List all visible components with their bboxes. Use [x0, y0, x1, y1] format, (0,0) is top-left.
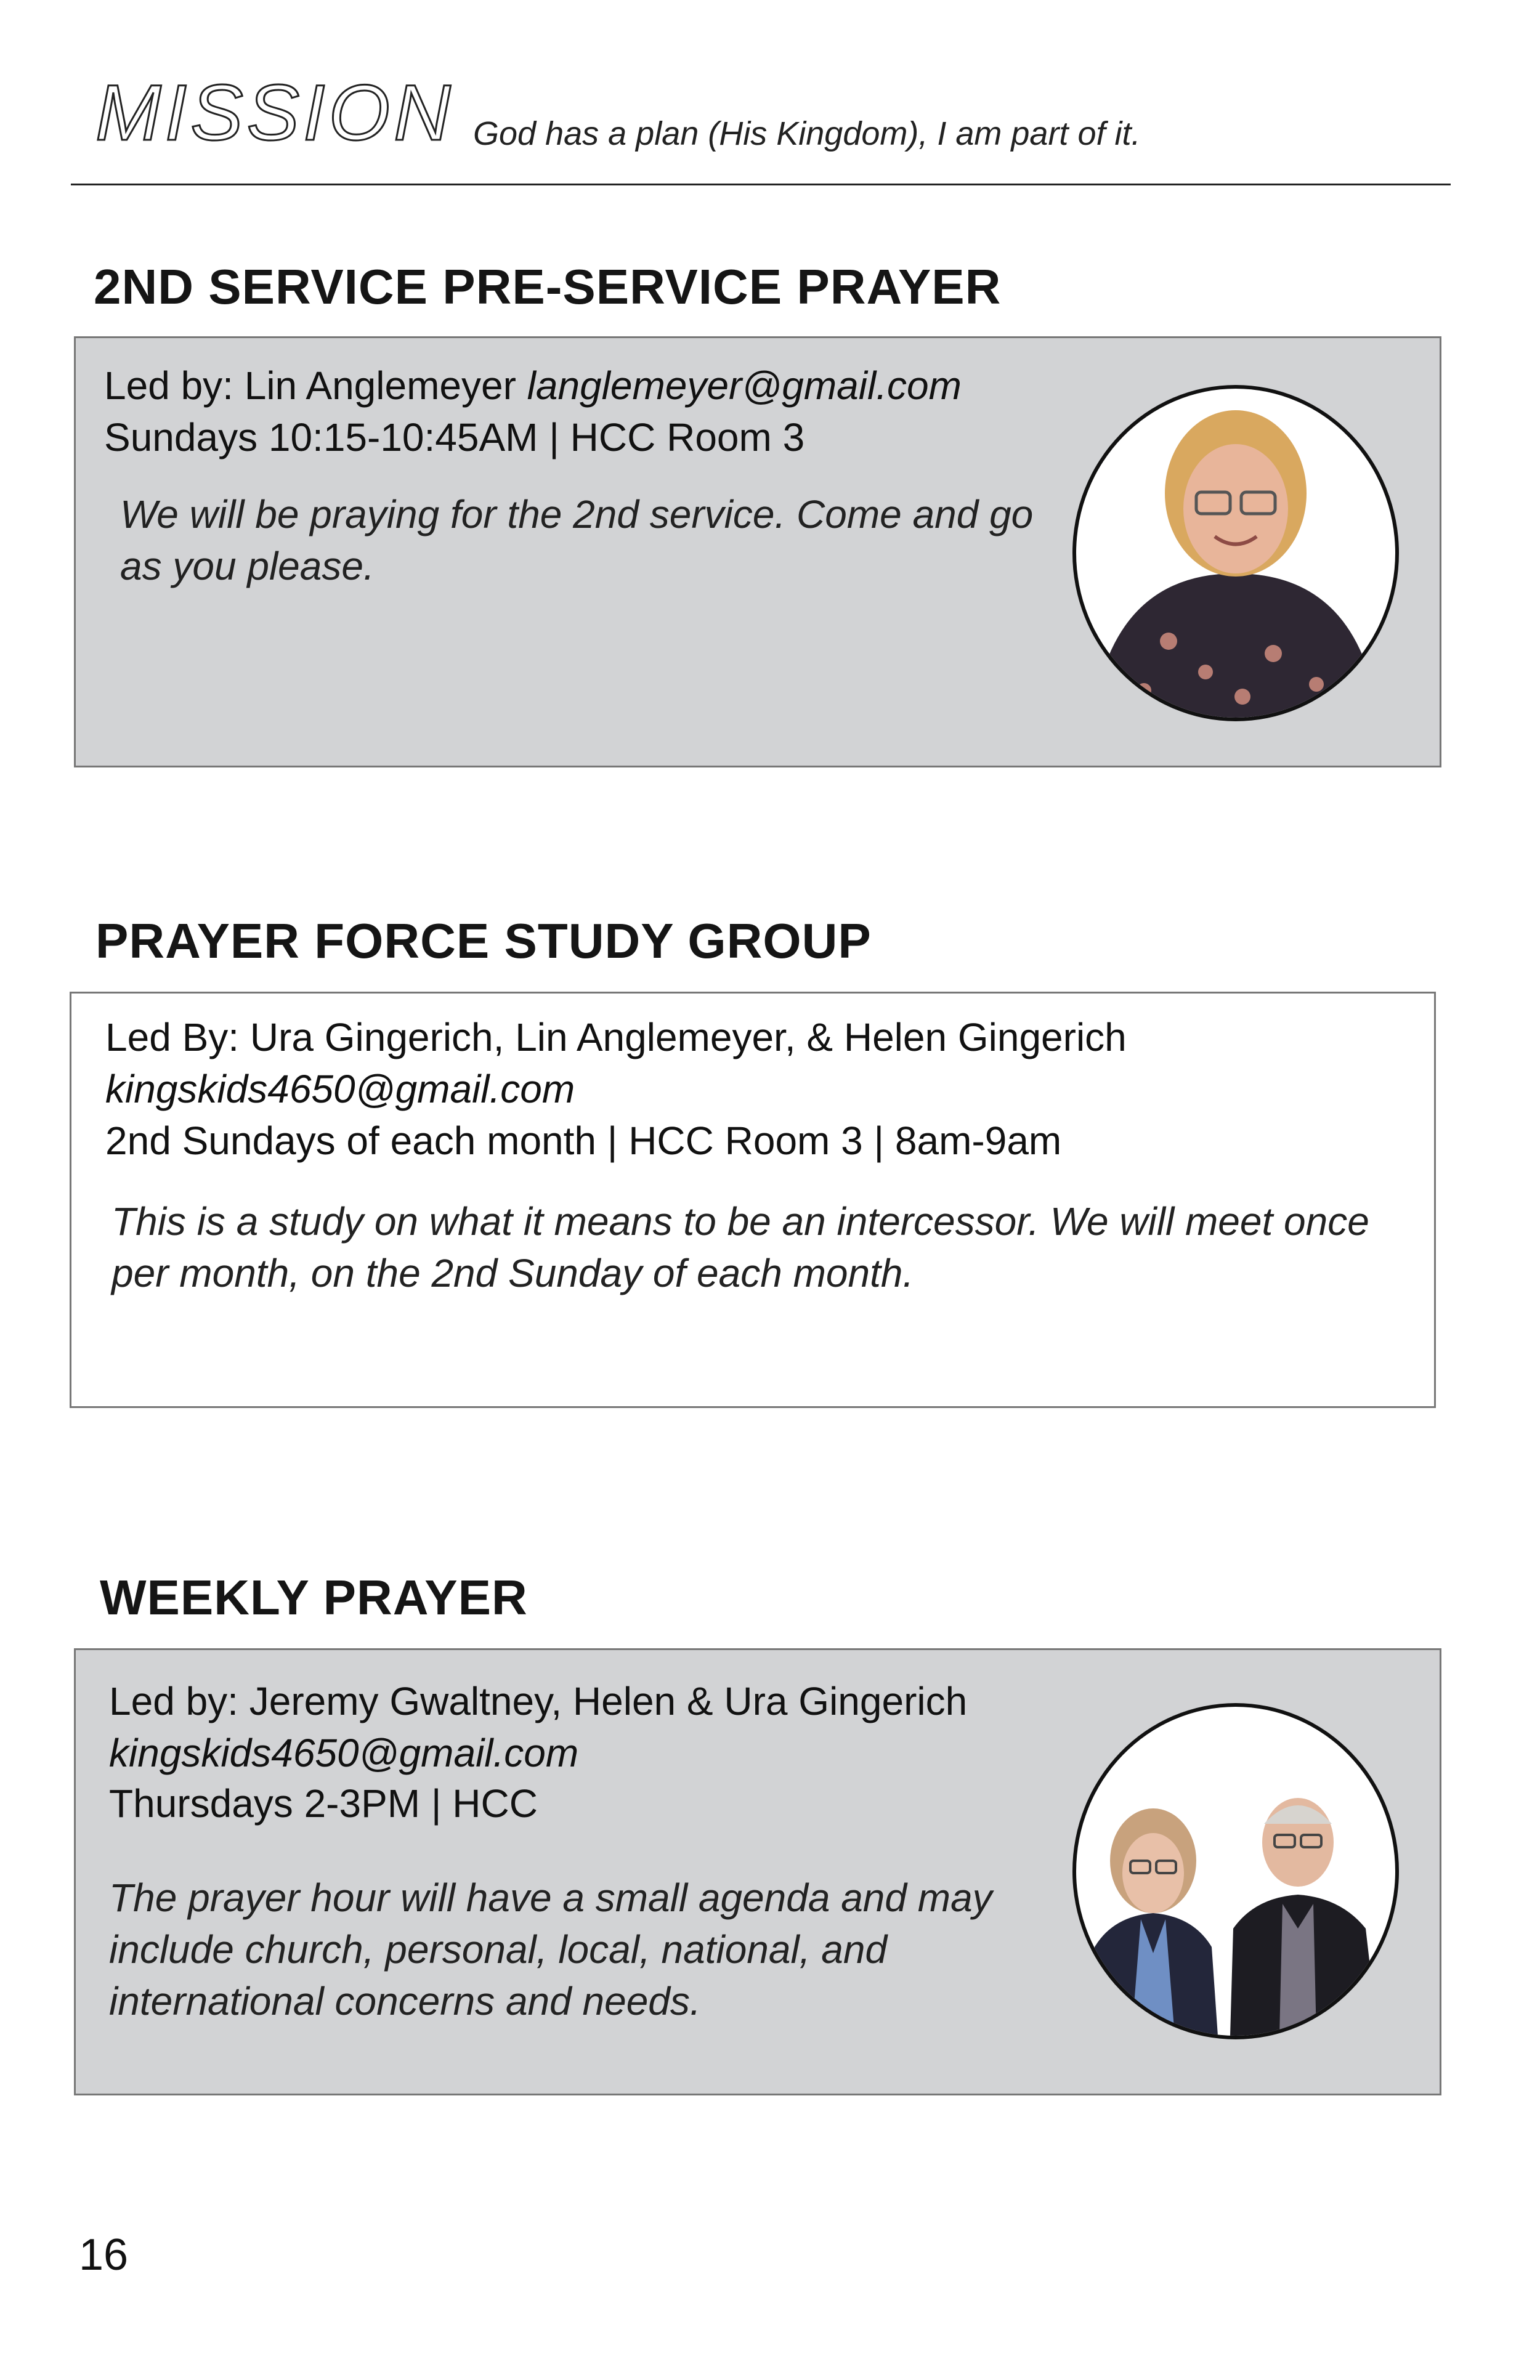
schedule-line: Thursdays 2-3PM | HCC [109, 1781, 538, 1826]
schedule-line: 2nd Sundays of each month | HCC Room 3 | 8am-9am [105, 1119, 1062, 1163]
section-description: We will be praying for the 2nd service. Come and go as you please. [120, 492, 1034, 588]
leader-email[interactable]: kingskids4650@gmail.com [105, 1067, 575, 1111]
leader-line: Led By: Ura Gingerich, Lin Anglemeyer, & Helen Gingerich [105, 1015, 1127, 1059]
leader-portrait [1076, 389, 1395, 718]
mission-subtitle: God has a plan (His Kingdom), I am part of it. [473, 115, 1141, 152]
page-number: 16 [79, 2230, 129, 2280]
leader-photo [1072, 385, 1399, 721]
section-title-prayer-force-study-group: PRAYER FORCE STUDY GROUP [95, 913, 872, 968]
prayer-force-study-group-card [70, 992, 1436, 1408]
mission-heading: MISSION [95, 69, 455, 157]
weekly-prayer-card [74, 1648, 1441, 2095]
section-description: The prayer hour will have a small agenda and may include church, personal, local, national, and international concerns and needs. [109, 1876, 992, 2023]
pre-service-prayer-card [74, 336, 1441, 767]
leader-email[interactable]: langlemeyer@gmail.com [527, 363, 962, 408]
schedule-line: Sundays 10:15-10:45AM | HCC Room 3 [104, 415, 805, 459]
page-header [0, 0, 1540, 191]
leaders-photo [1072, 1703, 1399, 2039]
leader-email[interactable]: kingskids4650@gmail.com [109, 1731, 579, 1775]
section-title-pre-service-prayer: 2ND SERVICE PRE-SERVICE PRAYER [94, 259, 1002, 314]
leader-line: Led by: Jeremy Gwaltney, Helen & Ura Gingerich [109, 1679, 968, 1723]
leader-line [104, 363, 962, 408]
header-divider [71, 184, 1451, 185]
section-title-weekly-prayer: WEEKLY PRAYER [100, 1570, 528, 1625]
leader-label: Led by: Lin Anglemeyer [104, 363, 516, 408]
leaders-portrait [1076, 1707, 1395, 2036]
section-description: This is a study on what it means to be an intercessor. We will meet once per month, on the 2nd Sunday of each month. [111, 1199, 1369, 1295]
